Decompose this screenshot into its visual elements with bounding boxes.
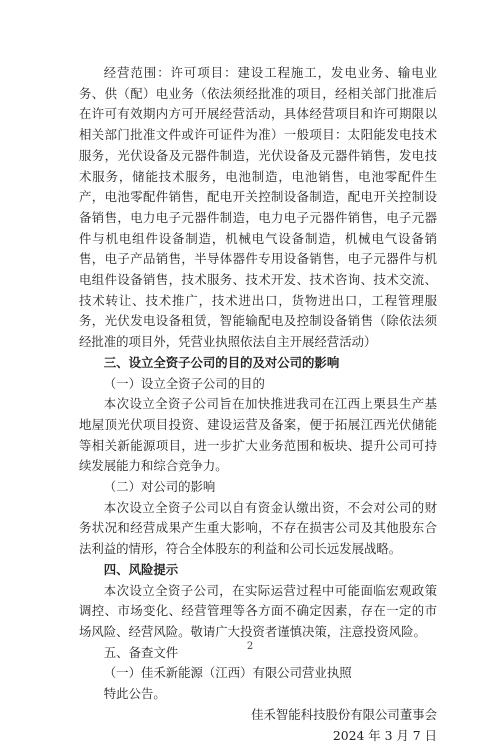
document-item: （一）佳禾新能源（江西）有限公司营业执照 [79, 663, 437, 684]
closing-statement: 特此公告。 [79, 684, 437, 705]
impact-paragraph: 本次设立全资子公司以自有资金认缴出资，不会对公司的财务状况和经营成果产生重大影响，不存在损害公司及其他股东合法利益的情形，符合全体股东的利益和公司长远发展战略。 [79, 498, 437, 560]
subheading-purpose: （一）设立全资子公司的目的 [79, 374, 437, 395]
business-scope-paragraph: 经营范围：许可项目：建设工程施工，发电业务、输电业务、供（配）电业务（依法须经批准的项目，经相关部门批准后在许可有效期内方可开展经营活动，具体经营项目和许可期限以相关部门批准文件或许可证件为准）一般项目：太阳能发电技术服务，光伏设备及元器件制造，光伏设备及元器件销售，发电技术服务，储能技术服务，电池制造，电池销售，电池零配件生产，电池零配件销售，配电开关控制设备制造，配电开关控制设备销售，电力电子元器件制造，电力电子元器件销售，电子元器件与机电组件设备制造，机械电气设备制造，机械电气设备销售，电子产品销售，半导体器件专用设备销售，电子元器件与机电组件设备销售，技术服务、技术开发、技术咨询、技术交流、技术转让、技术推广，技术进出口，货物进出口，工程管理服务，光伏发电设备租赁，智能输配电及控制设备销售（除依法须经批准的项目外，凭营业执照依法自主开展经营活动） [79, 63, 437, 353]
subheading-impact: （二）对公司的影响 [79, 477, 437, 498]
purpose-paragraph: 本次设立全资子公司旨在加快推进我司在江西上栗县生产基地屋顶光伏项目投资、建设运营及备案，便于拓展江西光伏储能等相关新能源项目，进一步扩大业务范围和板块、提升公司可持续发展能力和综合竞争力。 [79, 394, 437, 477]
page-number: 2 [0, 641, 500, 652]
section-heading-risk: 四、风险提示 [79, 560, 437, 581]
section-heading-documents: 五、备查文件 [79, 643, 437, 664]
risk-paragraph: 本次设立全资子公司，在实际运营过程中可能面临宏观政策调控、市场变化、经营管理等各方面不确定因素，存在一定的市场风险、经营风险。敬请广大投资者谨慎决策，注意投资风险。 [79, 581, 437, 643]
signature-date: 2024 年 3 月 7 日 [79, 726, 437, 746]
signature-company: 佳禾智能科技股份有限公司董事会 [79, 705, 437, 726]
section-heading-purpose: 三、设立全资子公司的目的及对公司的影响 [79, 353, 437, 374]
